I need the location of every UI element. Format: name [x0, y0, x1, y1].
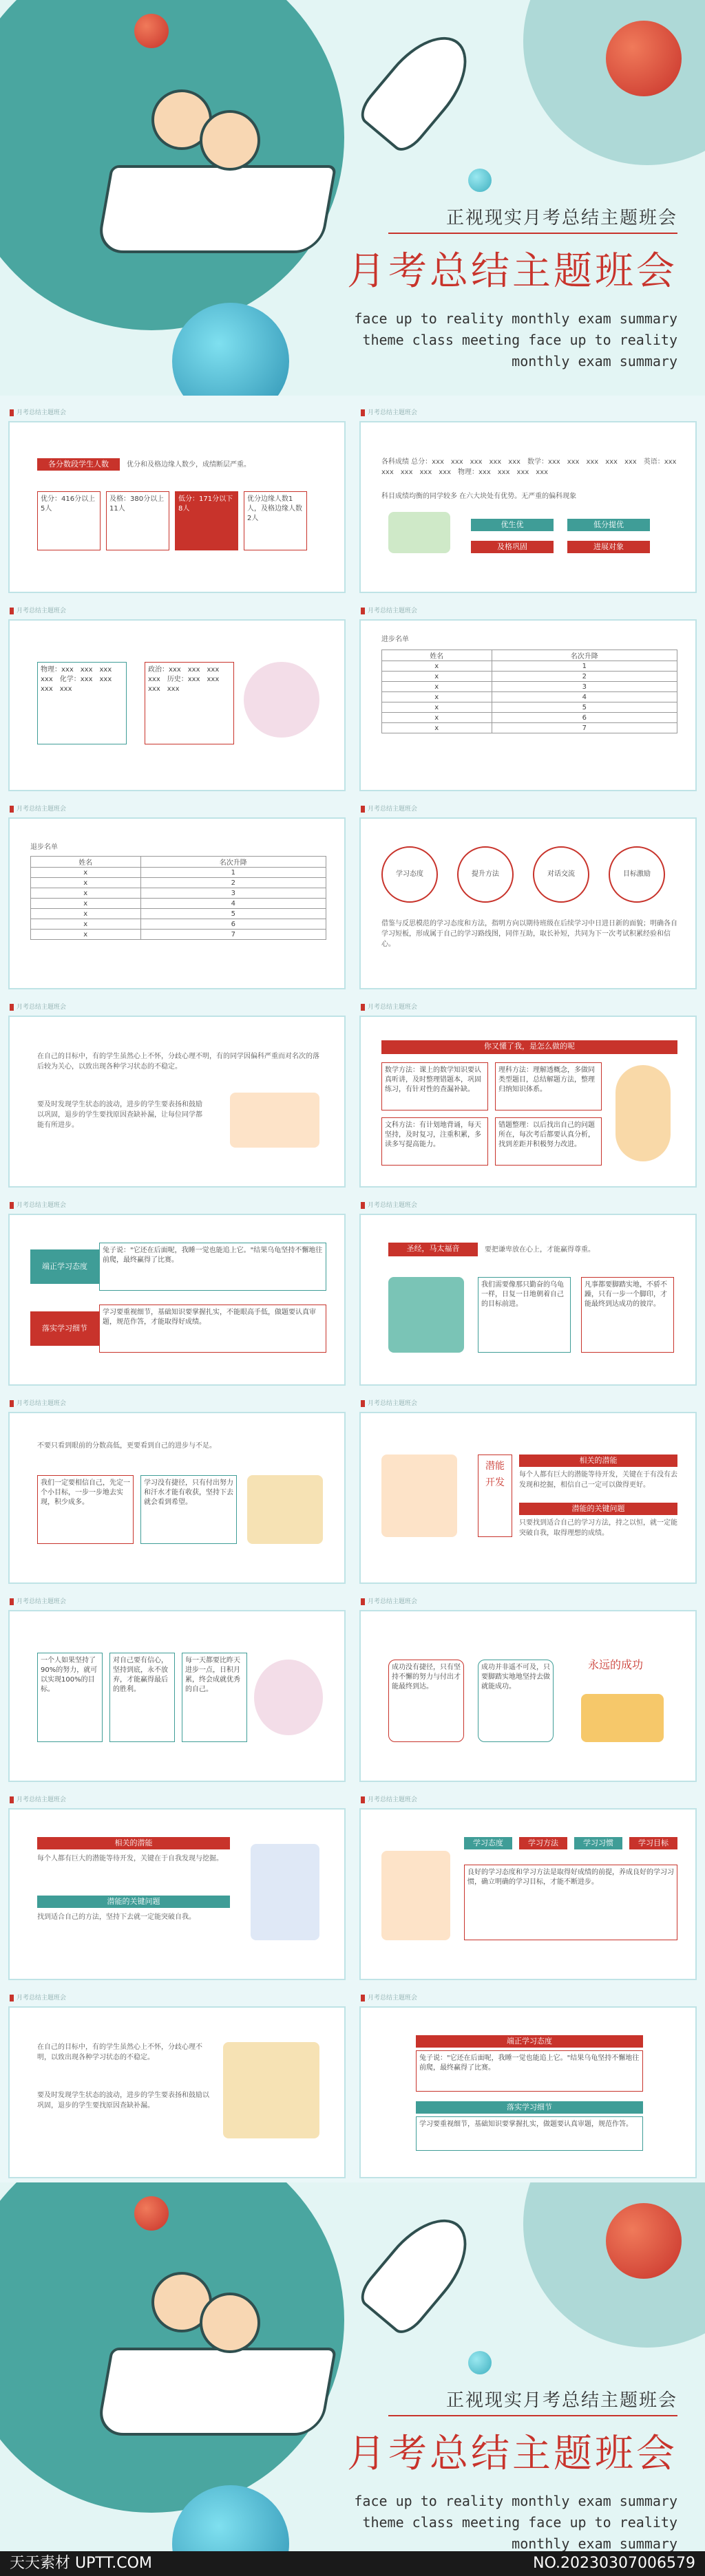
slide-header: 月考总结主题班会	[10, 1002, 66, 1011]
reading-kids-illustration	[388, 512, 450, 553]
slide-regress-list	[8, 806, 346, 989]
table-row: x 5	[382, 702, 677, 713]
student-desk-illustration	[230, 1093, 319, 1148]
potential-heading: 潜能的关键问题	[37, 1896, 230, 1908]
slide-header: 月考总结主题班会	[10, 804, 66, 813]
red-planet-icon	[606, 2203, 682, 2279]
slide-header: 月考总结主题班会	[10, 605, 66, 614]
slide-header: 月考总结主题班会	[10, 1398, 66, 1407]
score-cell: 低分：171分以下 8人	[175, 491, 238, 550]
slide-header: 月考总结主题班会	[10, 1200, 66, 1209]
slide-header: 月考总结主题班会	[361, 1596, 417, 1605]
methods-title: 你又懂了我，是怎么做的呢	[381, 1040, 677, 1054]
table-row: x 4	[31, 899, 326, 909]
habit-tag: 学习态度	[464, 1837, 512, 1849]
circle-item: 对话交流	[533, 846, 589, 903]
small-planet-icon	[468, 169, 492, 192]
watermark-site: 天天素材 UPTT.COM	[10, 2555, 152, 2572]
potential-vertical: 潜能开发	[478, 1455, 512, 1537]
circle-item: 学习态度	[381, 846, 438, 903]
category-button: 低分提优	[567, 519, 650, 531]
cover-subtitle: 正视现实月考总结主题班会	[445, 2390, 677, 2411]
slide-effort	[8, 1598, 346, 1782]
open-book-illustration	[96, 2348, 337, 2436]
method-box: 文科方法：有计划地背诵，每天坚持，及时复习，注重积累，多读多写提高能力。	[381, 1117, 488, 1166]
humanities-scores-box: 政治：xxx xxx xxx xxx 历史：xxx xxx xxx xxx	[145, 662, 234, 744]
potential-text: 找到适合自己的方法，坚持下去就一定能突破自我。	[37, 1913, 196, 1921]
red-planet-icon	[134, 14, 169, 48]
regress-list-caption: 退步名单	[30, 844, 58, 851]
slide-header: 月考总结主题班会	[361, 804, 417, 813]
circles-description: 借鉴与反思模范的学习态度和方法，指明方向以期待班级在后续学习中日进日新的面貌；明确各自学习短板，形成属于自己的学习路线图，同伴互助，取长补短，共同为下一次考试积累经验和信心。	[381, 920, 677, 948]
slide-bible-quote	[359, 1202, 697, 1386]
slide-four-circles	[359, 806, 697, 989]
student-illustration	[244, 662, 319, 738]
slide-attitude	[8, 1202, 346, 1386]
table-header: 名次升降	[492, 650, 677, 661]
status-text-2: 要及时发现学生状态的波动，进步的学生要表扬和鼓励以巩固，退步的学生要找原因查缺补漏，让每位同学都能有所进步。	[37, 1101, 202, 1129]
subject-scores-text: 各科成绩 总分：xxx xxx xxx xxx xxx 数学：xxx xxx xxx xxx xxx 英语：xxx xxx xxx xxx xxx 物理：xxx xxx xxx xxx	[381, 458, 684, 476]
category-button: 优生优	[471, 519, 554, 531]
girl-illustration	[615, 1065, 671, 1161]
bible-subtitle: 要把谦卑放在心上，才能赢得尊重。	[485, 1246, 595, 1254]
slide-header: 月考总结主题班会	[361, 1794, 417, 1803]
progress-table	[381, 650, 677, 733]
science-scores-box: 物理：xxx xxx xxx xxx 化学：xxx xxx xxx xxx	[37, 662, 127, 744]
score-cell: 优分：416分以上 5人	[37, 491, 101, 550]
backpack-illustration	[388, 1277, 464, 1353]
small-planet-icon	[468, 2351, 492, 2374]
slide-learning-habits	[359, 1796, 697, 1980]
potential-text: 每个人都有巨大的潜能等待开发，关键在于有没有去发现和挖掘，相信自己一定可以做得更好。	[519, 1471, 677, 1489]
bookshelf-illustration	[223, 2042, 319, 2138]
slide-subject-breakdown	[8, 608, 346, 791]
cover-divider	[388, 233, 677, 234]
cover-divider	[388, 2415, 677, 2416]
slide-header: 月考总结主题班会	[361, 605, 417, 614]
slide-header: 月考总结主题班会	[361, 1002, 417, 1011]
cover-title: 月考总结主题班会	[347, 2432, 677, 2476]
table-row: x 2	[31, 878, 326, 888]
rocket-icon	[354, 2202, 484, 2339]
slide-header: 月考总结主题班会	[361, 1200, 417, 1209]
slide-potential-2	[8, 1796, 346, 1980]
table-row: x 4	[382, 692, 677, 702]
method-box: 数学方法：课上的数学知识要认真听讲，及时整理错题本，巩固练习，有针对性的查漏补缺。	[381, 1062, 488, 1110]
attitude-label: 端正学习态度	[30, 1249, 99, 1284]
potential-heading: 相关的潜能	[519, 1455, 677, 1467]
reading-girl-illustration	[254, 1660, 323, 1735]
slide-header: 月考总结主题班会	[10, 1794, 66, 1803]
school-supplies-illustration	[247, 1475, 323, 1544]
table-header: 姓名	[382, 650, 492, 661]
slide-header: 月考总结主题班会	[10, 1596, 66, 1605]
table-row: x 6	[31, 919, 326, 930]
table-header: 名次升降	[140, 857, 326, 868]
effort-box: 一个人如果坚持了90%的努力，就可以实现100%的目标。	[37, 1653, 103, 1742]
bible-text: 我们需要像那只勤奋的乌龟一样，日复一日地朝着自己的目标前进。	[478, 1277, 571, 1353]
circle-item: 提升方法	[457, 846, 514, 903]
confidence-box: 我们一定要相信自己，先定一个小目标，一步一步地去实现，积少成多。	[37, 1475, 134, 1544]
slide-score-ranges	[8, 409, 346, 593]
watermark-number: NO.20230307006579	[533, 2555, 695, 2572]
success-title: 永远的成功	[588, 1658, 644, 1671]
habit-tag: 学习习惯	[574, 1837, 622, 1849]
slide-header: 月考总结主题班会	[361, 1993, 417, 2001]
girl-avatar	[200, 2293, 260, 2353]
cover-title: 月考总结主题班会	[347, 249, 677, 294]
success-box: 成功没有捷径，只有坚持不懈的努力与付出才能最终到达。	[388, 1660, 464, 1742]
watermark-footer	[0, 2551, 705, 2576]
subject-scores-note: 科目成绩均衡的同学较多 在六大块处有优势。无严重的偏科现象	[381, 493, 577, 500]
slide-subject-scores	[359, 409, 697, 593]
method-box: 理科方法：理解透概念，多做同类型题目，总结解题方法，整理归纳知识体系。	[495, 1062, 602, 1110]
slide-header: 月考总结主题班会	[361, 1398, 417, 1407]
progress-list-caption: 进步名单	[381, 636, 409, 643]
attitude-text: 兔子说："它还在后面呢，我睡一觉也能追上它。"结果乌龟坚持不懈地往前爬，最终赢得了比赛。	[99, 1243, 326, 1291]
score-cell: 优分边缘人数1人，及格边缘人数2人	[244, 491, 307, 550]
cover-subtitle: 正视现实月考总结主题班会	[445, 208, 677, 228]
cover-hero-top	[0, 0, 705, 396]
category-button: 及格巩固	[471, 541, 554, 553]
slide-potential	[359, 1400, 697, 1584]
red-planet-icon	[134, 2196, 169, 2231]
red-planet-icon	[606, 21, 682, 96]
method-box: 错题整理：以后找出自己的问题所在，每次考后都要认真分析，找到差距并积极努力改进。	[495, 1117, 602, 1166]
slide-header: 月考总结主题班会	[10, 1993, 66, 2001]
slide-header: 月考总结主题班会	[10, 407, 66, 416]
slide-status-analysis-2	[8, 1995, 346, 2178]
attitude-text: 兔子说："它还在后面呢，我睡一觉也能追上它。"结果乌龟坚持不懈地往前爬，最终赢得了比赛。	[416, 2050, 643, 2092]
bible-title: 圣经，马太福音	[388, 1243, 478, 1256]
potential-text: 只要找到适合自己的学习方法，持之以恒，就一定能突破自我，取得理想的成绩。	[519, 1519, 677, 1537]
slide-methods	[359, 1004, 697, 1188]
bible-text: 凡事都要脚踏实地，不骄不躁，只有一步一个脚印，才能最终到达成功的彼岸。	[581, 1277, 674, 1353]
circle-item: 目标激励	[609, 846, 665, 903]
effort-box: 每一天都要比昨天进步一点，日积月累，终会成就优秀的自己。	[182, 1653, 247, 1742]
table-row: x 6	[382, 713, 677, 723]
slide-attitude-2	[359, 1995, 697, 2178]
slide-status-analysis	[8, 1004, 346, 1188]
category-button: 进展对象	[567, 541, 650, 553]
table-header: 姓名	[31, 857, 141, 868]
potential-heading: 潜能的关键问题	[519, 1503, 677, 1515]
rocket-icon	[354, 20, 484, 157]
effort-box: 对自己要有信心，坚持到底，永不放弃，才能赢得最后的胜利。	[109, 1653, 175, 1742]
cover-hero-bottom	[0, 2182, 705, 2551]
potential-heading: 相关的潜能	[37, 1837, 230, 1849]
cover-english: face up to reality monthly exam summary theme class meeting face up to reality monthly exam summary	[354, 2493, 677, 2551]
table-row: x 7	[382, 723, 677, 733]
table-row: x 1	[382, 661, 677, 672]
habit-tag: 学习目标	[629, 1837, 677, 1849]
score-range-note: 优分和及格边缘人数少，成绩断层严重。	[127, 461, 251, 469]
detail-text: 学习要重视细节，基础知识要掌握扎实，做题要认真审题，规范作答。	[416, 2116, 643, 2151]
slide-success	[359, 1598, 697, 1782]
potential-text: 每个人都有巨大的潜能等待开发，关键在于自我发现与挖掘。	[37, 1855, 223, 1863]
table-row: x 3	[31, 888, 326, 899]
status-text-2: 要及时发现学生状态的波动，进步的学生要表扬和鼓励以巩固，退步的学生要找原因查缺补漏。	[37, 2092, 209, 2110]
thinking-kid-illustration	[381, 1851, 450, 1940]
confidence-text: 不要只看到眼前的分数高低，更要看到自己的进步与不足。	[37, 1442, 216, 1450]
table-row: x 3	[382, 682, 677, 692]
pencil-illustration	[251, 1844, 319, 1940]
open-book-illustration	[96, 165, 337, 253]
detail-heading: 落实学习细节	[416, 2101, 643, 2114]
detail-text: 学习要重视细节，基础知识要掌握扎实，不能眼高手低，做题要认真审题，规范作答，才能取得好成绩。	[99, 1305, 326, 1353]
detail-label: 落实学习细节	[30, 1311, 99, 1346]
score-range-tag: 各分数段学生人数	[37, 458, 120, 471]
habit-tag: 学习方法	[519, 1837, 567, 1849]
status-text-1: 在自己的目标中，有的学生虽然心上不怀，分歧心理不明，有的同学因偏科严重而对名次的落后较为关心，以致出现各种学习状态的不稳定。	[37, 1053, 319, 1071]
table-row: x 2	[382, 672, 677, 682]
table-row: x 7	[31, 930, 326, 940]
girl-avatar	[200, 110, 260, 171]
status-text-1: 在自己的目标中，有的学生虽然心上不怀，分歧心理不明，以致出现各种学习状态的不稳定。	[37, 2043, 202, 2061]
attitude-heading: 端正学习态度	[416, 2035, 643, 2048]
books-illustration	[581, 1694, 664, 1742]
slide-progress-list	[359, 608, 697, 791]
table-row: x 1	[31, 868, 326, 878]
success-box: 成功并非遥不可及，只要脚踏实地地坚持去做就能成功。	[478, 1660, 554, 1742]
cover-english: face up to reality monthly exam summary theme class meeting face up to reality monthly exam summary	[354, 310, 677, 369]
score-cell: 及格：380分以上 11人	[106, 491, 169, 550]
table-row: x 5	[31, 909, 326, 919]
confidence-box: 学习没有捷径，只有付出努力和汗水才能有收获，坚持下去就会看到希望。	[140, 1475, 237, 1544]
girl-studying-illustration	[381, 1455, 457, 1537]
habit-text: 良好的学习态度和学习方法是取得好成绩的前提，养成良好的学习习惯，确立明确的学习目标，才能不断进步。	[464, 1865, 677, 1940]
regress-table	[30, 856, 326, 940]
slide-confidence	[8, 1400, 346, 1584]
slide-header: 月考总结主题班会	[361, 407, 417, 416]
